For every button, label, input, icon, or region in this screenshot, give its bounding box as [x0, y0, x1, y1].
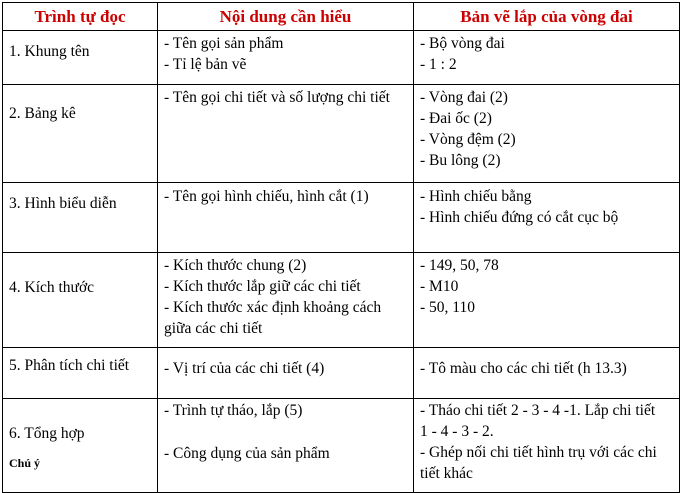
content-item: - Vị trí của các chi tiết (4): [164, 360, 325, 377]
row-label: 3. Hình biểu diễn: [9, 195, 117, 212]
row-label: 1. Khung tên: [9, 43, 90, 60]
row-label: 4. Kích thước: [9, 279, 95, 296]
drawing-item: - 149, 50, 78: [420, 257, 499, 274]
row-label-cell: [3, 348, 158, 399]
assembly-drawing-reading-table: [2, 2, 680, 493]
table-row-part-analysis: [3, 348, 680, 399]
content-cell: [158, 183, 414, 253]
drawing-item: - M10: [420, 278, 459, 295]
table-row-title-block: [3, 31, 680, 85]
content-cell: [158, 85, 414, 183]
drawing-item: - Tháo chi tiết 2 - 3 - 4 -1. Lắp chi tiết 1 - 4 - 3 - 2.: [420, 402, 656, 440]
content-item: - Tỉ lệ bản vẽ: [164, 56, 247, 73]
drawing-item: - 1 : 2: [420, 56, 457, 73]
content-item: - Kích thước xác định khoảng cách giữa các chi tiết: [164, 299, 382, 337]
drawing-item: - Hình chiếu đứng có cắt cục bộ: [420, 209, 619, 226]
row-label: 5. Phân tích chi tiết: [9, 357, 130, 374]
drawing-item: - Bu lông (2): [420, 152, 501, 169]
table-row-dimensions: [3, 253, 680, 348]
header-content-to-understand: Nội dung cần hiểu: [158, 3, 414, 31]
table-row-representation: [3, 183, 680, 253]
drawing-cell: [414, 183, 680, 253]
row-label: 6. Tổng hợp: [9, 425, 85, 442]
content-item: - Công dụng của sản phẩm: [164, 445, 330, 462]
content-cell: [158, 348, 414, 399]
drawing-item: - Hình chiếu bằng: [420, 188, 532, 205]
table-header-row: [3, 3, 680, 31]
spacer: [164, 421, 407, 443]
row-label: 2. Bảng kê: [9, 105, 76, 122]
content-item: - Tên gọi chi tiết và số lượng chi tiết: [164, 89, 390, 106]
row-label-cell: [3, 253, 158, 348]
row-label-cell: [3, 31, 158, 85]
content-item: - Tên gọi sản phẩm: [164, 35, 284, 52]
content-item: - Tên gọi hình chiếu, hình cắt (1): [164, 188, 369, 205]
row-label-cell: [3, 399, 158, 493]
note-label: Chú ý: [9, 456, 41, 470]
drawing-cell: [414, 253, 680, 348]
content-cell: [158, 253, 414, 348]
table-row-synthesis: [3, 399, 680, 493]
drawing-item: - Bộ vòng đai: [420, 35, 505, 52]
reading-order-table-sheet: [2, 2, 679, 482]
drawing-item: - Đai ốc (2): [420, 110, 492, 127]
content-item: - Kích thước chung (2): [164, 257, 307, 274]
drawing-cell: [414, 348, 680, 399]
drawing-cell: [414, 399, 680, 493]
table-row-parts-list: [3, 85, 680, 183]
drawing-item: - 50, 110: [420, 299, 475, 316]
header-assembly-drawing: Bản vẽ lắp của vòng đai: [414, 3, 680, 31]
drawing-item: - Ghép nối chi tiết hình trụ với các chi tiết khác: [420, 444, 657, 482]
content-cell: [158, 31, 414, 85]
drawing-item: - Vòng đai (2): [420, 89, 508, 106]
drawing-item: - Tô màu cho các chi tiết (h 13.3): [420, 360, 627, 377]
row-label-cell: [3, 85, 158, 183]
drawing-cell: [414, 85, 680, 183]
drawing-cell: [414, 31, 680, 85]
drawing-item: - Vòng đệm (2): [420, 131, 516, 148]
content-cell: [158, 399, 414, 493]
row-label-cell: [3, 183, 158, 253]
content-item: - Kích thước lắp giữ các chi tiết: [164, 278, 361, 295]
header-reading-order: Trình tự đọc: [3, 3, 158, 31]
content-item: - Trình tự tháo, lắp (5): [164, 402, 303, 419]
